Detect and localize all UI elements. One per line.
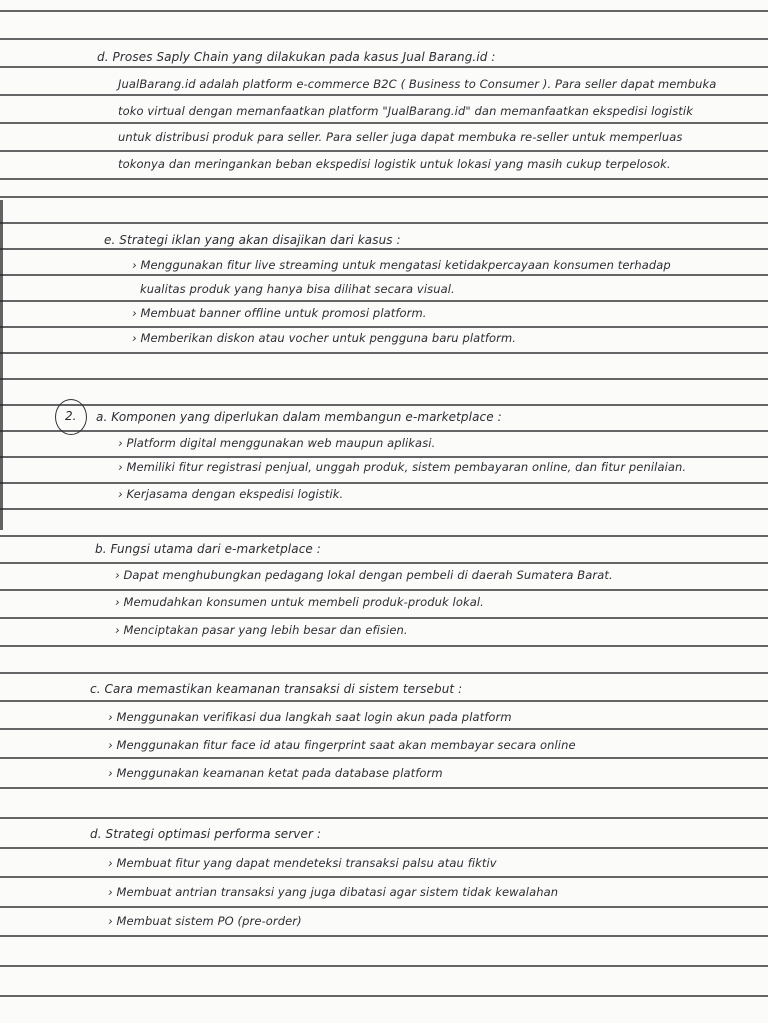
bullet-item: › Memudahkan konsumen untuk membeli produk-produk lokal. <box>115 595 484 609</box>
ruled-line <box>0 876 768 878</box>
ruled-line <box>0 274 768 276</box>
ruled-line <box>0 94 768 96</box>
section-heading: c. Cara memastikan keamanan transaksi di sistem tersebut : <box>90 682 463 696</box>
bullet-item: › Membuat antrian transaksi yang juga dibatasi agar sistem tidak kewalahan <box>108 885 559 899</box>
ruled-line <box>0 847 768 849</box>
ruled-line <box>0 178 768 180</box>
ruled-line <box>0 787 768 789</box>
ruled-line <box>0 66 768 68</box>
ruled-line <box>0 196 768 198</box>
ruled-line <box>0 150 768 152</box>
bullet-item: › Menciptakan pasar yang lebih besar dan efisien. <box>115 623 408 637</box>
question-number-circle <box>55 399 87 435</box>
ruled-line <box>0 965 768 967</box>
bullet-item: › Membuat banner offline untuk promosi platform. <box>132 306 427 320</box>
bullet-item: › Memberikan diskon atau vocher untuk pengguna baru platform. <box>132 331 517 345</box>
bullet-item: › Menggunakan keamanan ketat pada database platform <box>108 766 443 780</box>
ruled-line <box>0 817 768 819</box>
ruled-line <box>0 757 768 759</box>
ruled-line <box>0 995 768 997</box>
ruled-line <box>0 300 768 302</box>
ruled-line <box>0 700 768 702</box>
ruled-line <box>0 562 768 564</box>
ruled-line <box>0 222 768 224</box>
text-line: untuk distribusi produk para seller. Para seller juga dapat membuka re-seller untuk memperluas <box>118 130 683 144</box>
section-heading: d. Proses Saply Chain yang dilakukan pada kasus Jual Barang.id : <box>97 50 496 64</box>
text-line: tokonya dan meringankan beban ekspedisi logistik untuk lokasi yang masih cukup terpelosok. <box>118 157 671 171</box>
bullet-item: › Memiliki fitur registrasi penjual, unggah produk, sistem pembayaran online, dan fitur penilaian. <box>118 460 687 474</box>
ruled-line <box>0 535 768 537</box>
text-line: JualBarang.id adalah platform e-commerce B2C ( Business to Consumer ). Para seller dapat membuka <box>118 77 717 91</box>
bullet-item: › Menggunakan fitur face id atau fingerprint saat akan membayar secara online <box>108 738 576 752</box>
ruled-line <box>0 38 768 40</box>
bullet-item: › Kerjasama dengan ekspedisi logistik. <box>118 487 344 501</box>
section-heading: d. Strategi optimasi performa server : <box>90 827 322 841</box>
page-edge-shadow <box>0 200 3 530</box>
ruled-line <box>0 404 768 406</box>
ruled-line <box>0 508 768 510</box>
text-line: kualitas produk yang hanya bisa dilihat secara visual. <box>140 282 455 296</box>
ruled-line <box>0 645 768 647</box>
text-line: toko virtual dengan memanfaatkan platform "JualBarang.id" dan memanfaatkan ekspedisi logistik <box>118 104 693 118</box>
ruled-line <box>0 378 768 380</box>
ruled-line <box>0 326 768 328</box>
bullet-item: › Membuat fitur yang dapat mendeteksi transaksi palsu atau fiktiv <box>108 856 497 870</box>
ruled-line <box>0 935 768 937</box>
section-heading: e. Strategi iklan yang akan disajikan dari kasus : <box>104 233 401 247</box>
ruled-line <box>0 482 768 484</box>
ruled-line <box>0 672 768 674</box>
bullet-item: › Menggunakan fitur live streaming untuk mengatasi ketidakpercayaan konsumen terhadap <box>132 258 671 272</box>
bullet-item: › Dapat menghubungkan pedagang lokal dengan pembeli di daerah Sumatera Barat. <box>115 568 613 582</box>
ruled-line <box>0 589 768 591</box>
ruled-line <box>0 906 768 908</box>
ruled-line <box>0 248 768 250</box>
ruled-line <box>0 352 768 354</box>
ruled-line <box>0 728 768 730</box>
ruled-line <box>0 430 768 432</box>
bullet-item: › Platform digital menggunakan web maupun aplikasi. <box>118 436 436 450</box>
bullet-item: › Menggunakan verifikasi dua langkah saat login akun pada platform <box>108 710 512 724</box>
question-number: 2. <box>65 409 77 423</box>
section-heading: a. Komponen yang diperlukan dalam membangun e-marketplace : <box>96 410 502 424</box>
bullet-item: › Membuat sistem PO (pre-order) <box>108 914 302 928</box>
ruled-line <box>0 617 768 619</box>
section-heading: b. Fungsi utama dari e-marketplace : <box>95 542 321 556</box>
ruled-line <box>0 122 768 124</box>
ruled-line <box>0 456 768 458</box>
ruled-line <box>0 10 768 12</box>
